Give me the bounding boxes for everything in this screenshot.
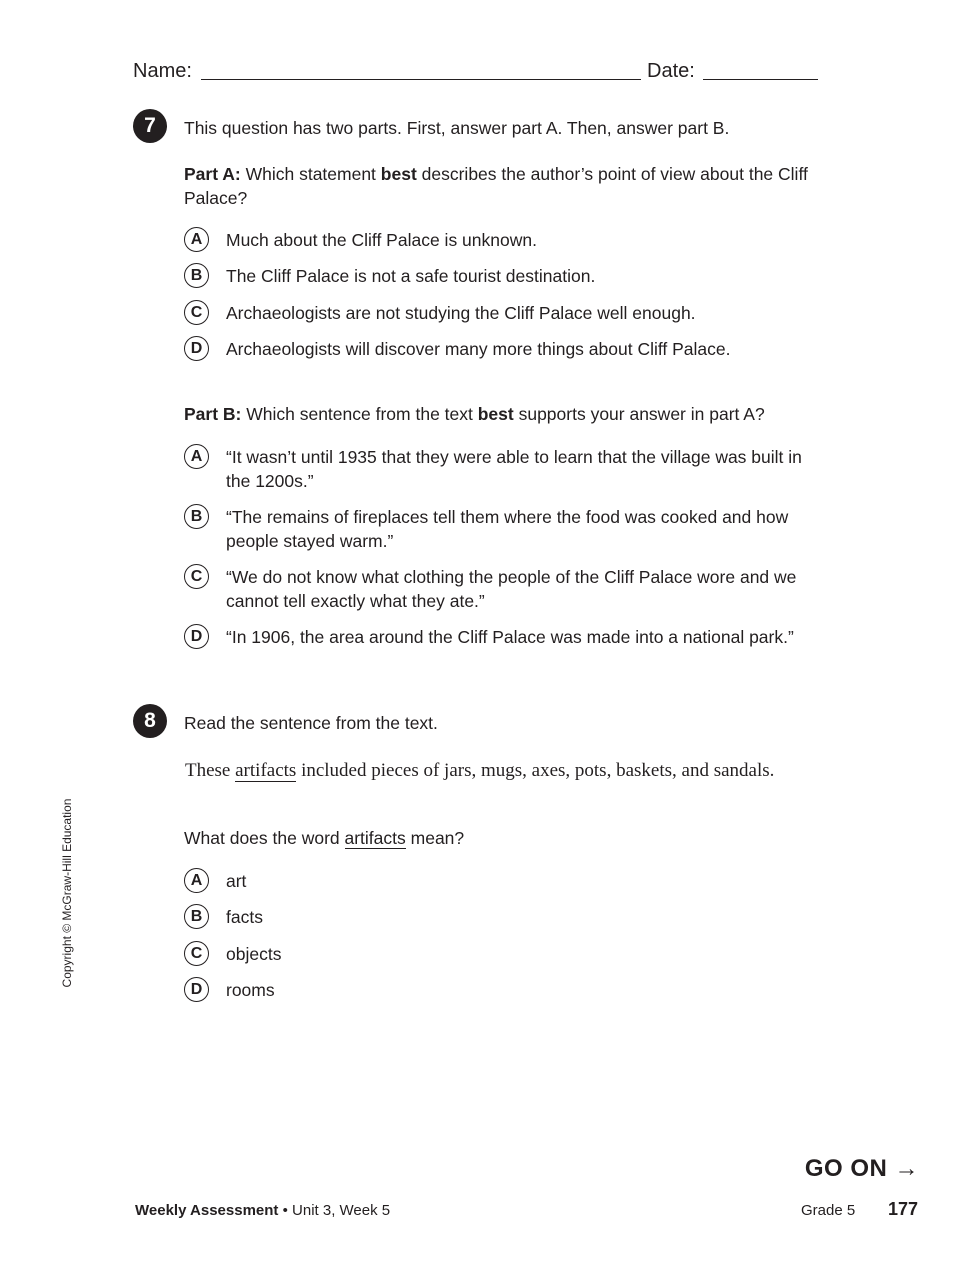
answer-bubble-a[interactable]: A (184, 868, 209, 893)
question-number-7: 7 (133, 109, 167, 143)
answer-bubble-b[interactable]: B (184, 904, 209, 929)
prompt-underlined-word: artifacts (344, 828, 406, 848)
prompt-text-1: What does the word (184, 828, 345, 848)
footer-assessment-title: Weekly Assessment (135, 1202, 279, 1219)
question-8-intro: Read the sentence from the text. (184, 713, 438, 733)
option-text: “The remains of fireplaces tell them where the food was cooked and how people stayed warm.” (226, 507, 789, 551)
answer-bubble-a[interactable]: A (184, 444, 209, 469)
footer-assessment-info (135, 1202, 390, 1219)
prompt-text-2: mean? (405, 828, 465, 848)
answer-bubble-a[interactable]: A (184, 227, 209, 252)
page-number: 177 (888, 1199, 919, 1219)
part-b-label: Part B: (184, 404, 242, 424)
answer-bubble-d[interactable]: D (184, 977, 209, 1002)
option-text: rooms (226, 980, 275, 1000)
part-a-label: Part A: (184, 164, 241, 184)
question-number-8: 8 (133, 704, 167, 738)
footer-grade: Grade 5 (801, 1202, 856, 1219)
footer-separator: • (278, 1202, 293, 1219)
date-field[interactable] (703, 79, 818, 80)
part-a-prompt (184, 162, 814, 210)
part-b-prompt (184, 402, 824, 426)
option-text: The Cliff Palace is not a safe tourist destination. (226, 266, 596, 286)
answer-bubble-c[interactable]: C (184, 564, 209, 589)
option-text: Archaeologists will discover many more things about Cliff Palace. (226, 339, 731, 359)
option-text: objects (226, 944, 282, 964)
part-a-text-1: Which statement (240, 164, 381, 184)
part-b-emphasis: best (477, 404, 514, 424)
passage-underlined-word: artifacts (235, 760, 297, 781)
answer-bubble-b[interactable]: B (184, 504, 209, 529)
option-text: Archaeologists are not studying the Cliff Palace well enough. (226, 303, 696, 323)
go-on-label: GO ON (804, 1155, 888, 1182)
passage-sentence (185, 757, 785, 784)
part-a-emphasis: best (380, 164, 417, 184)
passage-text-2: included pieces of jars, mugs, axes, pots, baskets, and sandals. (296, 760, 775, 781)
name-field[interactable] (201, 79, 641, 80)
answer-bubble-b[interactable]: B (184, 263, 209, 288)
answer-bubble-c[interactable]: C (184, 941, 209, 966)
date-label: Date: (647, 60, 695, 82)
option-text: “In 1906, the area around the Cliff Palace was made into a national park.” (226, 627, 794, 647)
option-text: “We do not know what clothing the people of the Cliff Palace wore and we cannot tell exactly what they ate.” (226, 567, 797, 611)
copyright-notice: Copyright © McGraw-Hill Education (60, 798, 74, 988)
option-text: art (226, 871, 247, 891)
option-text: Much about the Cliff Palace is unknown. (226, 230, 537, 250)
part-b-text-2: supports your answer in part A? (513, 404, 765, 424)
go-on-indicator (805, 1155, 919, 1183)
footer-unit: Unit 3, Week 5 (292, 1202, 391, 1219)
option-text: “It wasn’t until 1935 that they were able to learn that the village was built in the 1200s.” (226, 447, 802, 491)
question-7-intro: This question has two parts. First, answer part A. Then, answer part B. (184, 118, 730, 138)
passage-text-1: These (185, 760, 236, 781)
name-label: Name: (133, 60, 192, 82)
part-a-text-2: describes the author’s point of view about the Cliff Palace? (184, 164, 808, 208)
question-8-prompt (184, 826, 824, 850)
part-b-text-1: Which sentence from the text (241, 404, 478, 424)
answer-bubble-d[interactable]: D (184, 336, 209, 361)
answer-bubble-d[interactable]: D (184, 624, 209, 649)
arrow-right-icon: → (894, 1155, 919, 1182)
option-text: facts (226, 907, 263, 927)
answer-bubble-c[interactable]: C (184, 300, 209, 325)
